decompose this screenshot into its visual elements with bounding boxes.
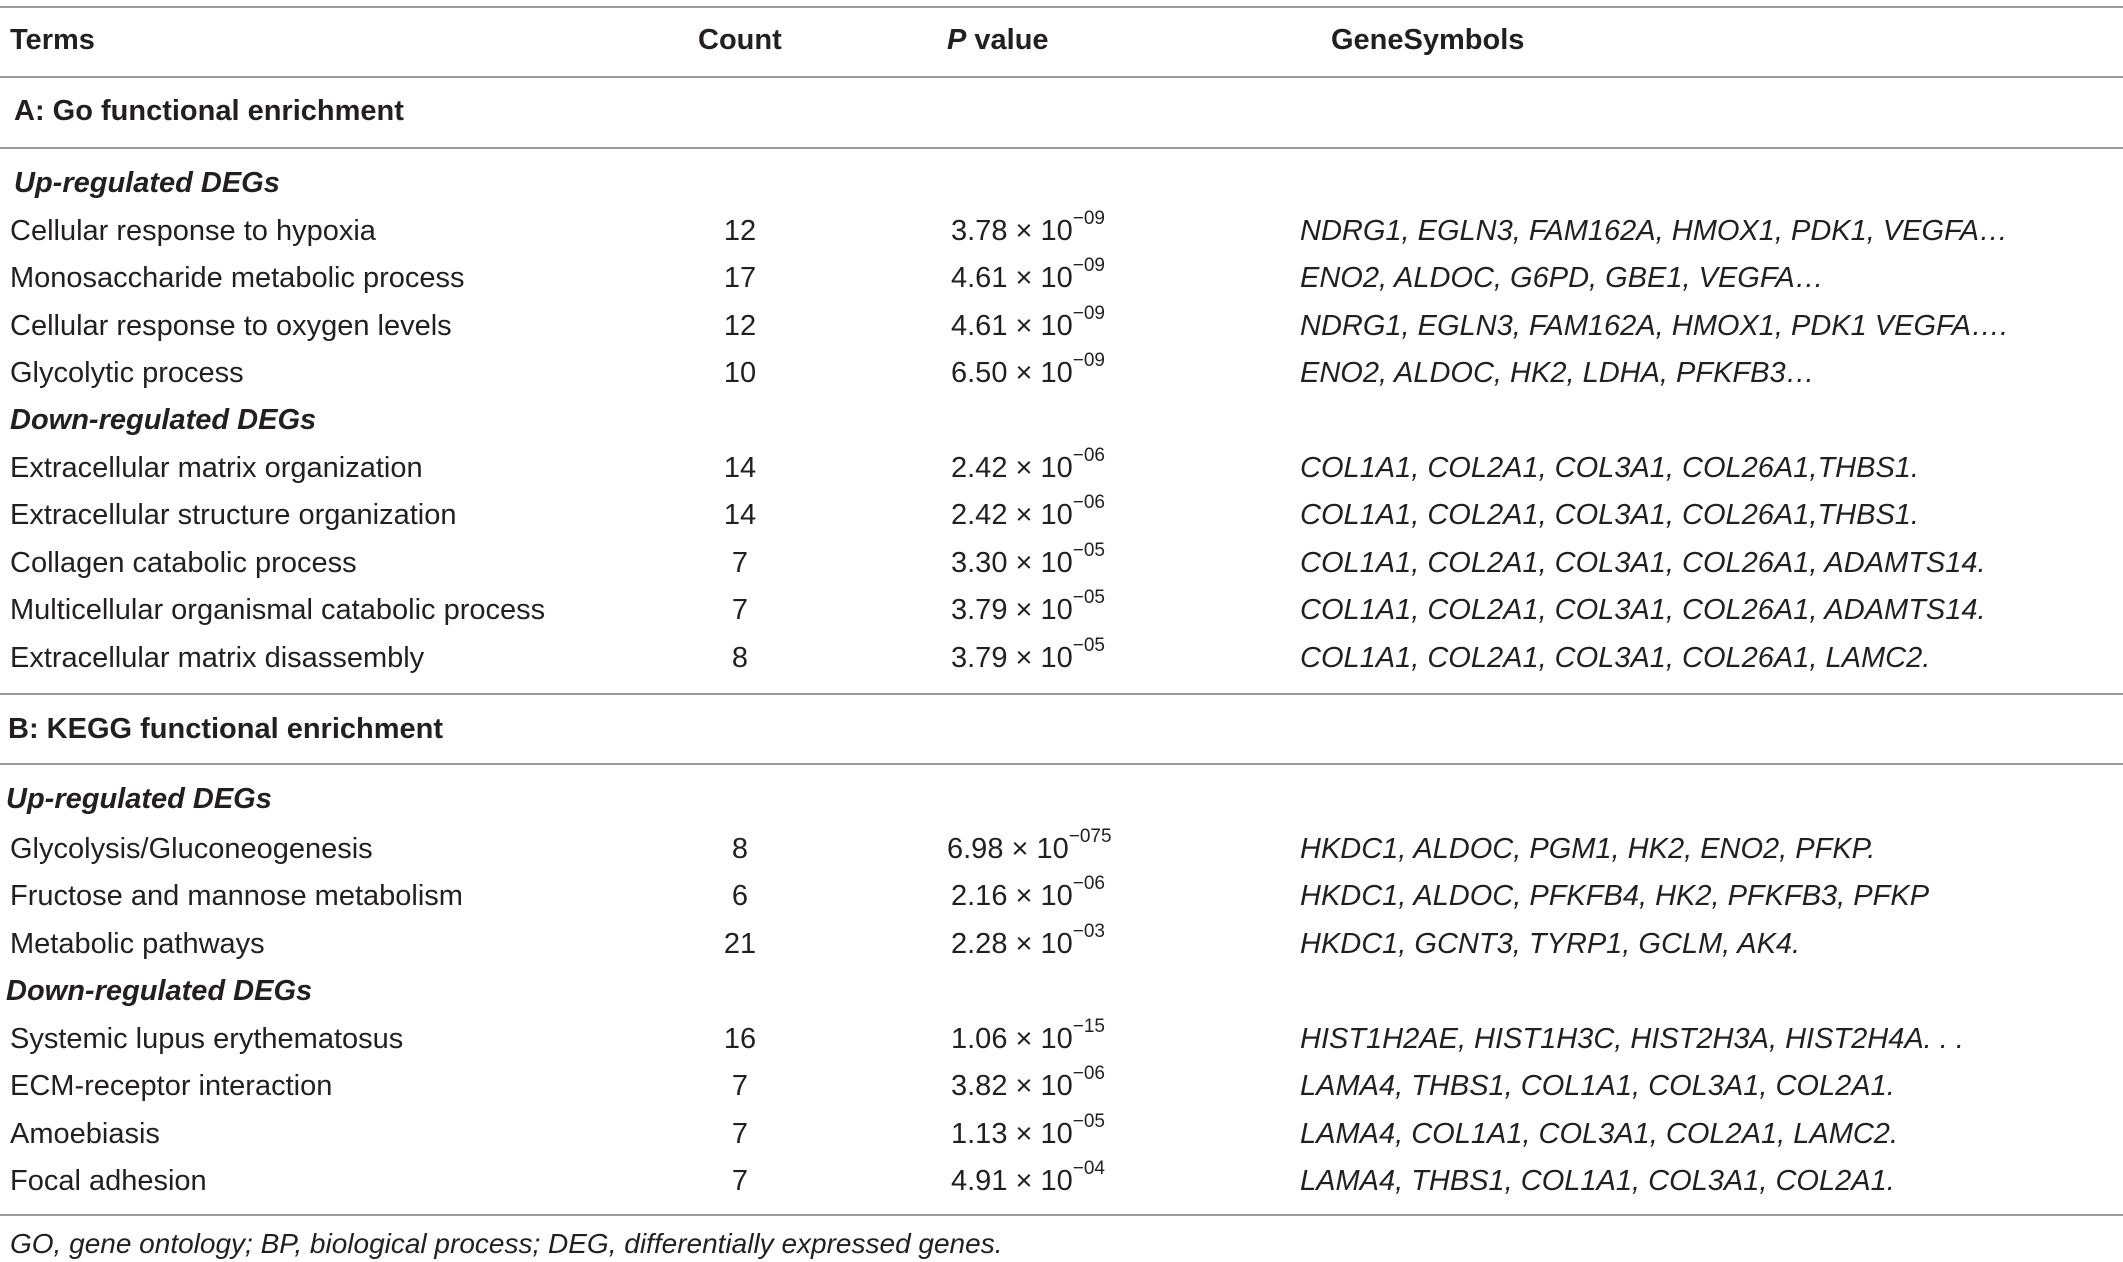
pvalue-exponent: −09 (1072, 208, 1105, 229)
term-cell: Systemic lupus erythematosus (10, 1023, 404, 1055)
term-cell: Glycolytic process (10, 357, 244, 389)
genes-cell: HKDC1, GCNT3, TYRP1, GCLM, AK4. (1300, 928, 1801, 960)
count-cell: 21 (723, 928, 757, 960)
pvalue-cell (947, 826, 1112, 867)
genes-cell: LAMA4, COL1A1, COL3A1, COL2A1, LAMC2. (1300, 1118, 1898, 1150)
pvalue-mantissa: 4.61 × 10 (951, 310, 1073, 342)
term-cell: Extracellular structure organization (10, 499, 457, 531)
pvalue-cell (951, 303, 1105, 344)
pvalue-cell (951, 635, 1105, 676)
pvalue-exponent: −09 (1072, 350, 1105, 371)
pvalue-mantissa: 2.28 × 10 (951, 928, 1073, 960)
count-cell: 12 (723, 310, 757, 342)
rule-header (0, 76, 2123, 78)
term-cell: Focal adhesion (10, 1165, 207, 1197)
pvalue-exponent: −03 (1072, 921, 1105, 942)
count-cell: 14 (723, 452, 757, 484)
pvalue-exponent: −06 (1072, 1063, 1105, 1084)
table-footnote: GO, gene ontology; BP, biological process; DEG, differentially expressed genes. (10, 1228, 1003, 1259)
genes-cell: ENO2, ALDOC, G6PD, GBE1, VEGFA… (1300, 262, 1824, 294)
count-cell: 8 (731, 642, 749, 674)
section-a-title: A: Go functional enrichment (14, 95, 404, 127)
pvalue-cell (951, 445, 1105, 486)
pvalue-cell (951, 350, 1105, 391)
term-cell: Metabolic pathways (10, 928, 265, 960)
header-pvalue-rest: value (966, 24, 1049, 56)
genes-cell: COL1A1, COL2A1, COL3A1, COL26A1, LAMC2. (1300, 642, 1931, 674)
pvalue-exponent: −05 (1072, 587, 1105, 608)
term-cell: Cellular response to oxygen levels (10, 310, 452, 342)
rule-bottom (0, 1214, 2123, 1216)
header-pvalue (947, 22, 1049, 58)
header-terms: Terms (10, 24, 95, 56)
pvalue-cell (951, 255, 1105, 296)
pvalue-exponent: −075 (1068, 826, 1112, 847)
section-b-title: B: KEGG functional enrichment (8, 713, 444, 745)
count-cell: 8 (731, 833, 749, 865)
term-cell: Fructose and mannose metabolism (10, 880, 463, 912)
pvalue-cell (951, 1158, 1105, 1199)
count-cell: 7 (731, 1165, 749, 1197)
header-genesymbols: GeneSymbols (1331, 24, 1525, 56)
term-cell: Glycolysis/Gluconeogenesis (10, 833, 373, 865)
term-cell: Extracellular matrix organization (10, 452, 423, 484)
genes-cell: LAMA4, THBS1, COL1A1, COL3A1, COL2A1. (1300, 1165, 1895, 1197)
pvalue-exponent: −06 (1072, 873, 1105, 894)
term-cell: Cellular response to hypoxia (10, 215, 376, 247)
count-cell: 7 (731, 594, 749, 626)
genes-cell: COL1A1, COL2A1, COL3A1, COL26A1,THBS1. (1300, 452, 1919, 484)
pvalue-cell (951, 540, 1105, 581)
rule-top (0, 6, 2123, 8)
count-cell: 17 (723, 262, 757, 294)
genes-cell: HIST1H2AE, HIST1H3C, HIST2H3A, HIST2H4A. . . (1300, 1023, 1964, 1055)
pvalue-cell (951, 873, 1105, 914)
genes-cell: COL1A1, COL2A1, COL3A1, COL26A1, ADAMTS14. (1300, 594, 1986, 626)
pvalue-exponent: −05 (1072, 635, 1105, 656)
pvalue-cell (951, 492, 1105, 533)
pvalue-mantissa: 3.79 × 10 (951, 594, 1073, 626)
pvalue-exponent: −09 (1072, 255, 1105, 276)
pvalue-cell (951, 208, 1105, 249)
term-cell: Monosaccharide metabolic process (10, 262, 465, 294)
term-cell: Extracellular matrix disassembly (10, 642, 425, 674)
count-cell: 6 (731, 880, 749, 912)
genes-cell: HKDC1, ALDOC, PFKFB4, HK2, PFKFB3, PFKP (1300, 880, 1930, 912)
pvalue-exponent: −05 (1072, 540, 1105, 561)
pvalue-cell (951, 587, 1105, 628)
pvalue-mantissa: 1.06 × 10 (951, 1023, 1073, 1055)
count-cell: 14 (723, 499, 757, 531)
pvalue-mantissa: 3.79 × 10 (951, 642, 1073, 674)
pvalue-exponent: −15 (1072, 1016, 1105, 1037)
count-cell: 7 (731, 1118, 749, 1150)
pvalue-exponent: −09 (1072, 303, 1105, 324)
pvalue-cell (951, 921, 1105, 962)
pvalue-mantissa: 2.42 × 10 (951, 499, 1073, 531)
pvalue-cell (951, 1063, 1105, 1104)
header-count: Count (698, 24, 782, 56)
pvalue-mantissa: 3.78 × 10 (951, 215, 1073, 247)
genes-cell: ENO2, ALDOC, HK2, LDHA, PFKFB3… (1300, 357, 1815, 389)
term-cell: ECM-receptor interaction (10, 1070, 333, 1102)
pvalue-cell (951, 1111, 1105, 1152)
term-cell: Amoebiasis (10, 1118, 160, 1150)
count-cell: 12 (723, 215, 757, 247)
pvalue-exponent: −06 (1072, 445, 1105, 466)
pvalue-cell (951, 1016, 1105, 1057)
pvalue-mantissa: 3.30 × 10 (951, 547, 1073, 579)
section-b-down-label: Down-regulated DEGs (6, 975, 313, 1007)
count-cell: 7 (731, 1070, 749, 1102)
section-b-up-label: Up-regulated DEGs (6, 783, 272, 815)
count-cell: 16 (723, 1023, 757, 1055)
pvalue-mantissa: 3.82 × 10 (951, 1070, 1073, 1102)
pvalue-mantissa: 4.61 × 10 (951, 262, 1073, 294)
pvalue-mantissa: 4.91 × 10 (951, 1165, 1073, 1197)
term-cell: Multicellular organismal catabolic process (10, 594, 546, 626)
rule-section-a-end (0, 693, 2123, 695)
rule-section-a (0, 147, 2123, 149)
header-pvalue-p: P (947, 24, 967, 56)
pvalue-exponent: −04 (1072, 1158, 1105, 1179)
pvalue-mantissa: 1.13 × 10 (951, 1118, 1073, 1150)
genes-cell: COL1A1, COL2A1, COL3A1, COL26A1,THBS1. (1300, 499, 1919, 531)
pvalue-exponent: −06 (1072, 492, 1105, 513)
pvalue-mantissa: 6.50 × 10 (951, 357, 1073, 389)
genes-cell: HKDC1, ALDOC, PGM1, HK2, ENO2, PFKP. (1300, 833, 1876, 865)
genes-cell: COL1A1, COL2A1, COL3A1, COL26A1, ADAMTS14. (1300, 547, 1986, 579)
rule-section-b (0, 763, 2123, 765)
pvalue-exponent: −05 (1072, 1111, 1105, 1132)
pvalue-mantissa: 2.42 × 10 (951, 452, 1073, 484)
genes-cell: LAMA4, THBS1, COL1A1, COL3A1, COL2A1. (1300, 1070, 1895, 1102)
section-a-down-label: Down-regulated DEGs (10, 404, 317, 436)
section-a-up-label: Up-regulated DEGs (14, 167, 280, 199)
term-cell: Collagen catabolic process (10, 547, 357, 579)
count-cell: 7 (731, 547, 749, 579)
pvalue-mantissa: 2.16 × 10 (951, 880, 1073, 912)
pvalue-mantissa: 6.98 × 10 (947, 833, 1069, 865)
genes-cell: NDRG1, EGLN3, FAM162A, HMOX1, PDK1 VEGFA…. (1300, 310, 2009, 342)
genes-cell: NDRG1, EGLN3, FAM162A, HMOX1, PDK1, VEGFA… (1300, 215, 2009, 247)
count-cell: 10 (723, 357, 757, 389)
